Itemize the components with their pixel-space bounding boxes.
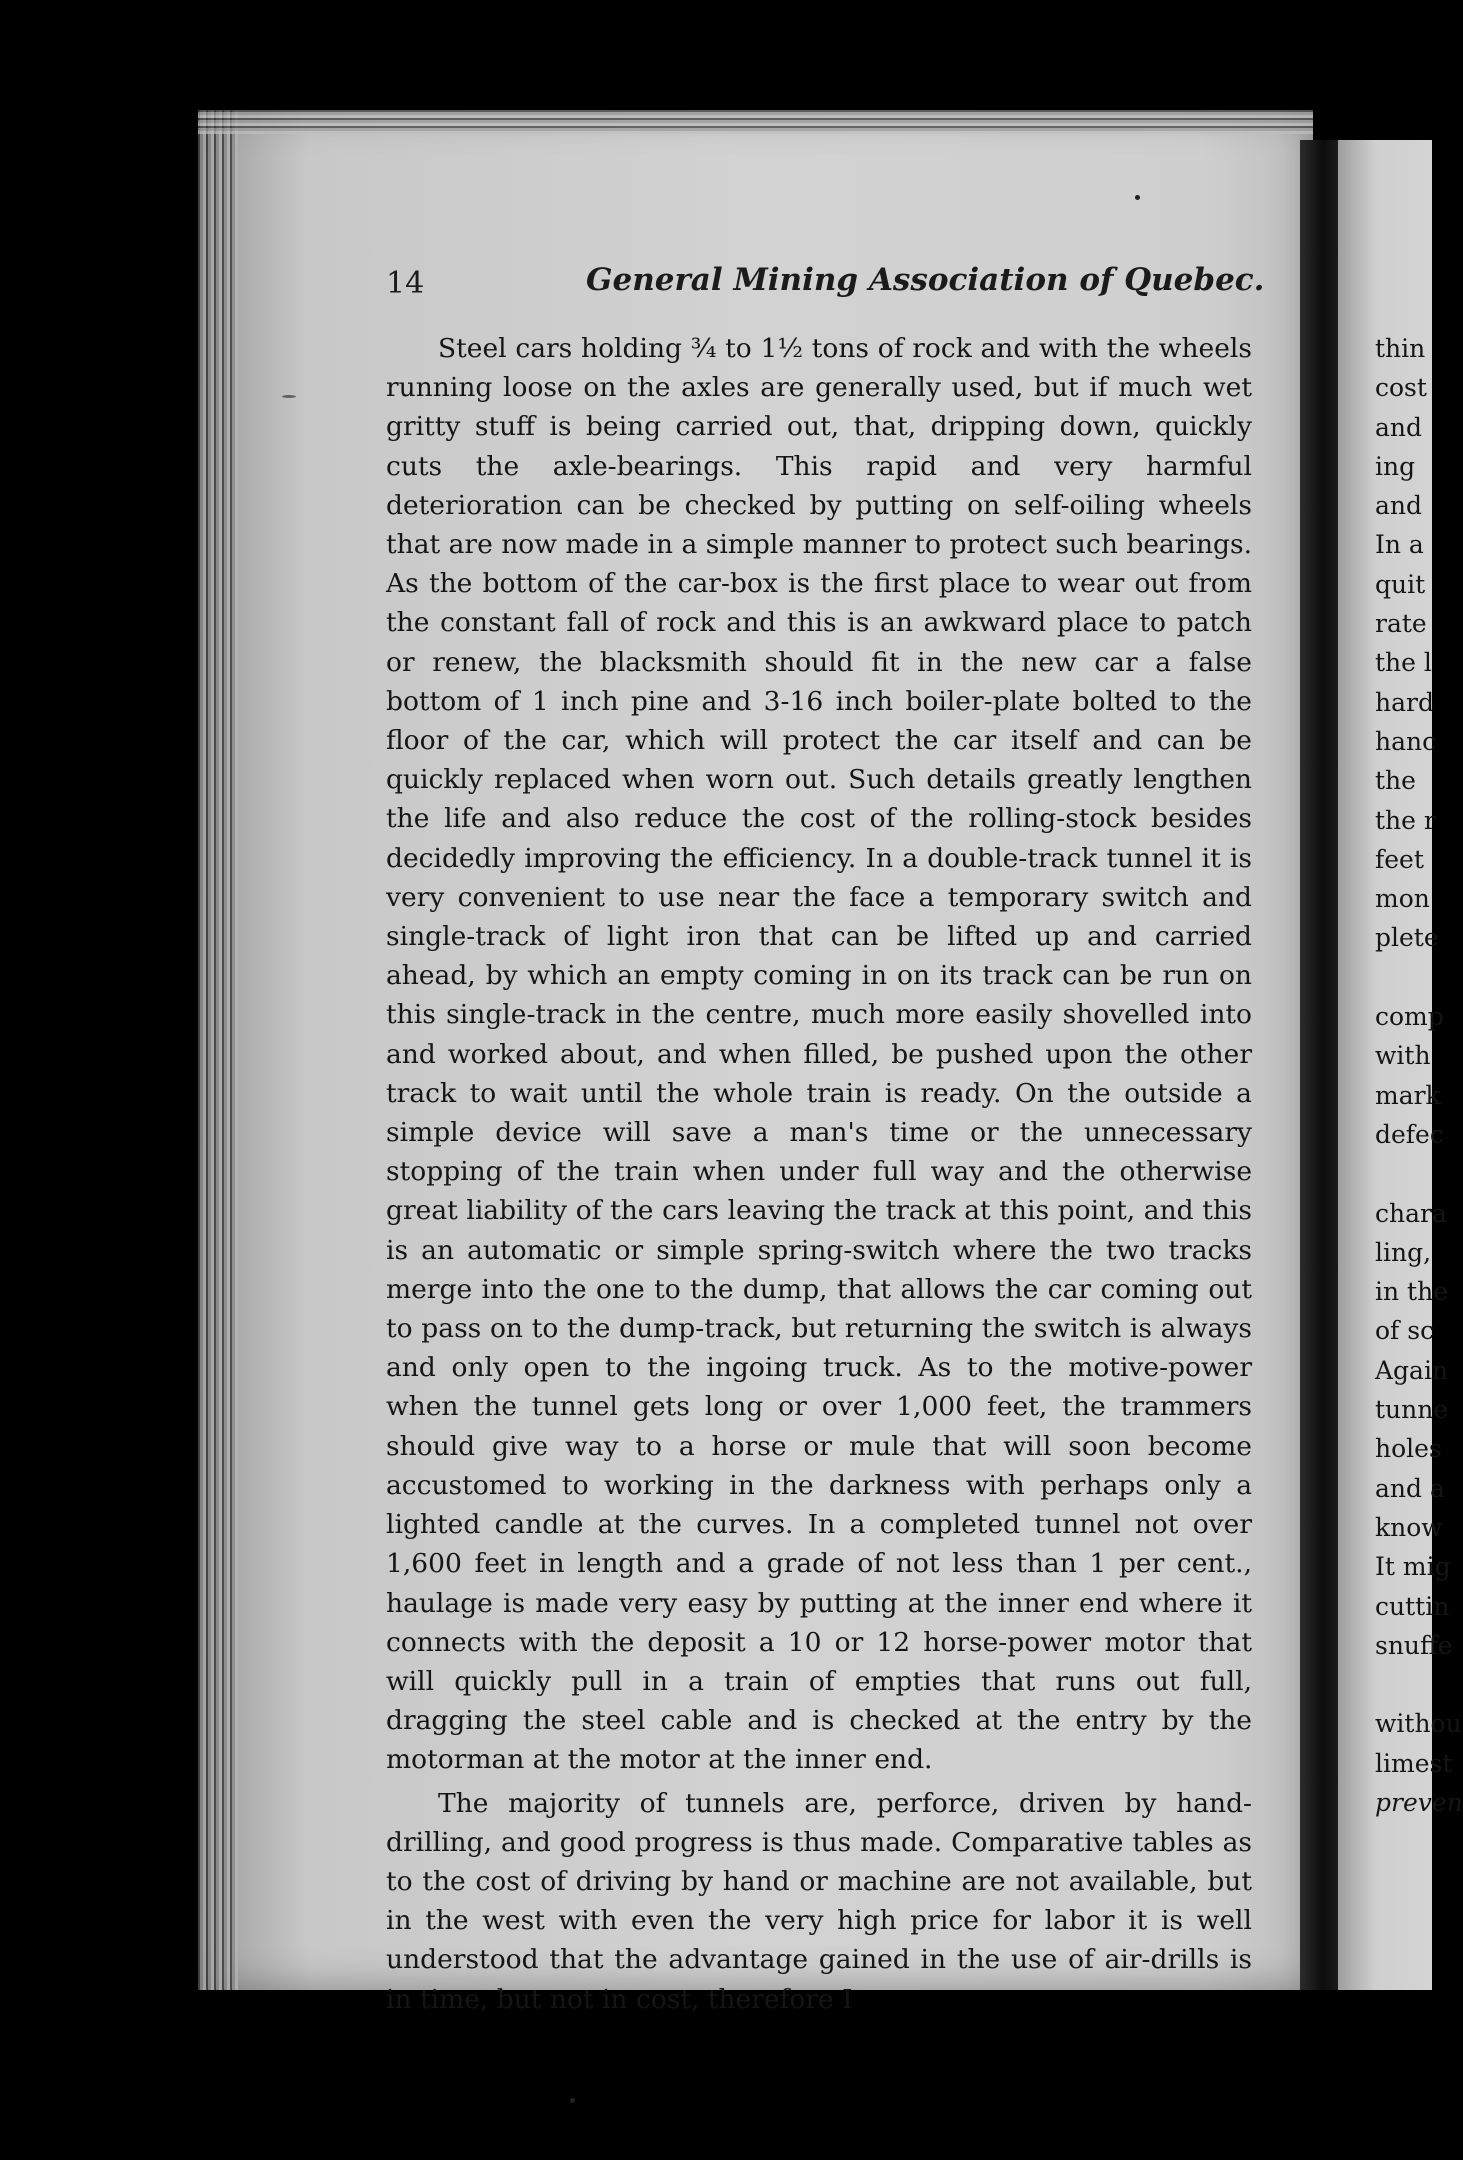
adjacent-line: hard [1375, 687, 1434, 717]
adjacent-line: ling, [1375, 1237, 1432, 1267]
body-text [386, 329, 1252, 2019]
adjacent-line: Again [1375, 1355, 1449, 1385]
adjacent-line: of sc [1375, 1316, 1435, 1346]
adjacent-line: and a [1375, 1473, 1445, 1503]
adjacent-line: with [1375, 1041, 1431, 1071]
adjacent-line: ing [1375, 451, 1416, 481]
adjacent-line: mon [1375, 884, 1430, 914]
adjacent-line: hanc [1375, 726, 1437, 756]
adjacent-line: It mig [1375, 1552, 1451, 1582]
adjacent-line: cuttin [1375, 1591, 1450, 1621]
adjacent-line: mark [1375, 1080, 1441, 1110]
adjacent-line: feet [1375, 844, 1424, 874]
adjacent-line: in the [1375, 1277, 1448, 1307]
paragraph-1: Steel cars holding ¾ to 1½ tons of rock and with the wheels running loose on the axles are generally used, but if much wet gritty stuff is being carried out, that, dripping down, quickly cuts the axle-bearings. This rapid and very harmful deterioration can be checked by putting on self-oiling wheels that are now made in a simple manner to protect such bearings. As the bottom of the car-box is the first place to wear out from the constant fall of rock and this is an awkward place to patch or renew, the blacksmith should fit in the new car a false bottom of 1 inch pine and 3-16 inch boiler-plate bolted to the floor of the car, which will protect the car itself and can be quickly replaced when worn out. Such details greatly lengthen the life and also reduce the cost of the rolling-stock besides decidedly improving the efficiency. In a double-track tunnel it is very convenient to use near the face a temporary switch and single-track of light iron that can be lifted up and carried ahead, by which an empty coming in on its track can be run on this single-track in the centre, much more easily shovelled into and worked about, and when filled, be pushed upon the other track to wait until the whole train is ready. On the outside a simple device will save a man's time or the unnecessary stopping of the train when under full way and the otherwise great liability of the cars leaving the track at this point, and this is an automatic or simple spring-switch where the two tracks merge into the one to the dump, that allows the car coming out to pass on to the dump-track, but returning the switch is always and only open to the ingoing truck. As to the motive-power when the tunnel gets long or over 1,000 feet, the trammers should give way to a horse or mule that will soon become accustomed to working in the darkness with perhaps only a lighted candle at the curves. In a completed tunnel not over 1,600 feet in length and a grade of not less than 1 per cent., haulage is made very easy by putting at the inner end where it connects with the deposit a 10 or 12 horse-power motor that will quickly pull in a train of empties that runs out full, dragging the steel cable and is checked at the entry by the motorman at the motor at the inner end. [386, 333, 1252, 1776]
adjacent-line: and [1375, 491, 1423, 521]
paragraph-2: The majority of tunnels are, perforce, driven by hand-drilling, and good progress is thus made. Comparative tables as to the cost of driving by hand or machine are not available, but in the west with even the very high price for labor it is well understood that the advantage gained in the use of air-drills is in time, but not in cost, therefore I [386, 1787, 1252, 2015]
adjacent-line: holes [1375, 1434, 1442, 1464]
page-header [386, 262, 1266, 308]
adjacent-line: rate [1375, 609, 1427, 639]
adjacent-page-text [1375, 329, 1463, 1822]
adjacent-line: plete [1375, 923, 1439, 953]
adjacent-line: limest [1375, 1748, 1453, 1778]
adjacent-line: the [1375, 766, 1416, 796]
adjacent-line: cost [1375, 373, 1427, 403]
adjacent-line: preven [1375, 1787, 1463, 1817]
adjacent-line: snuffe [1375, 1630, 1453, 1660]
adjacent-line: comp [1375, 1002, 1444, 1032]
scan-speck [282, 395, 296, 398]
adjacent-line: and [1375, 412, 1423, 442]
adjacent-line: the r [1375, 805, 1436, 835]
adjacent-line: In a [1375, 530, 1424, 560]
adjacent-line: quit [1375, 569, 1426, 599]
adjacent-line: know [1375, 1512, 1443, 1542]
adjacent-line: thin [1375, 334, 1426, 363]
page-top-edge [198, 110, 1313, 134]
adjacent-line: the l [1375, 648, 1432, 678]
adjacent-gap [1375, 958, 1432, 997]
adjacent-line: defec [1375, 1119, 1444, 1149]
running-head: General Mining Association of Quebec. [586, 262, 1265, 298]
page-edge-stack [198, 110, 238, 1990]
adjacent-gap [1375, 1665, 1432, 1704]
adjacent-line: tunne [1375, 1395, 1449, 1425]
adjacent-line: chara [1375, 1198, 1447, 1228]
adjacent-gap [1375, 1154, 1432, 1193]
scan-speck [1135, 195, 1140, 200]
page-number: 14 [386, 266, 425, 301]
adjacent-line: withou [1375, 1709, 1462, 1739]
book-gutter [1300, 140, 1338, 1990]
scan-speck [570, 2098, 575, 2103]
